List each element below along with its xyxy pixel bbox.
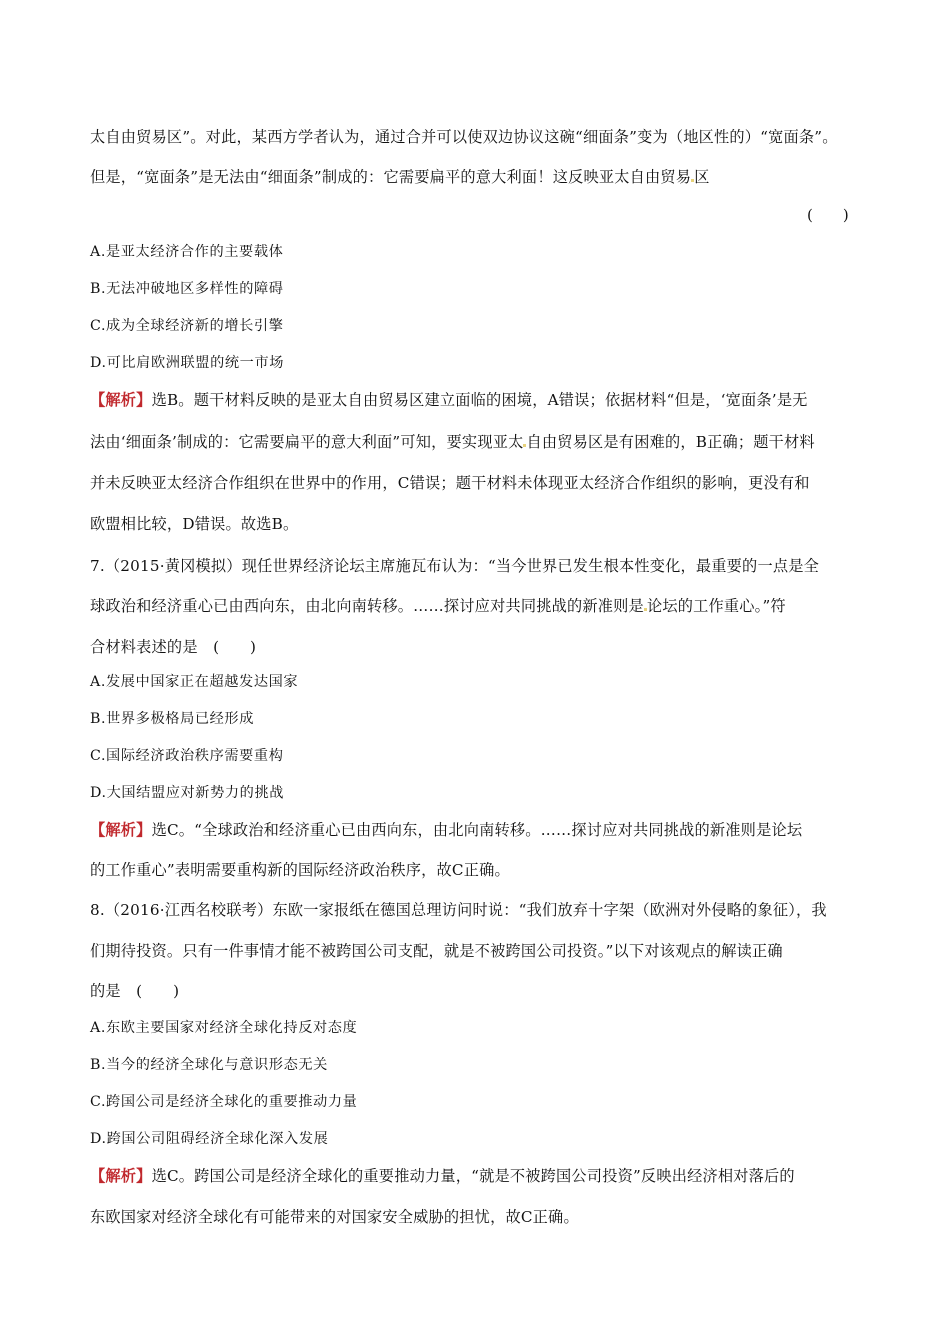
q7-option-c: C.国际经济政治秩序需要重构 xyxy=(90,748,284,764)
q6-analysis-text-2b: 自由贸易区是有困难的，B正确；题干材料 xyxy=(526,433,815,451)
q6-stem-line-2-text: 但是，“宽面条”是无法由“细面条”制成的：它需要扁平的意大利面！这反映亚太自由贸易 xyxy=(90,168,692,186)
analysis-tag: 【解析】 xyxy=(90,1167,152,1185)
q7-stem-line-1: 7.（2015·黄冈模拟）现任世界经济论坛主席施瓦布认为：“当今世界已发生根本性变化，最重要的一点是全 xyxy=(90,557,819,575)
q6-option-a: A.是亚太经济合作的主要载体 xyxy=(90,244,284,260)
q7-stem-text-2a: 球政治和经济重心已由西向东，由北向南转移。……探讨应对共同挑战的新准则是 xyxy=(90,597,644,615)
q6-analysis-line-1 xyxy=(90,390,808,410)
q8-option-a: A.东欧主要国家对经济全球化持反对态度 xyxy=(90,1020,358,1036)
q8-option-d: D.跨国公司阻碍经济全球化深入发展 xyxy=(90,1131,329,1147)
q8-option-c: C.跨国公司是经济全球化的重要推动力量 xyxy=(90,1094,358,1110)
q6-analysis-text-1: 选B。题干材料反映的是亚太自由贸易区建立面临的困境，A错误；依据材料“但是，‘宽面条’是无 xyxy=(151,391,808,409)
q6-option-b: B.无法冲破地区多样性的障碍 xyxy=(90,281,284,297)
q6-option-c: C.成为全球经济新的增长引擎 xyxy=(90,318,284,334)
q6-option-d: D.可比肩欧洲联盟的统一市场 xyxy=(90,355,285,371)
q6-analysis-line-2 xyxy=(90,432,815,452)
q6-analysis-line-3: 并未反映亚太经济合作组织在世界中的作用，C错误；题干材料未体现亚太经济合作组织的影响，更没有和 xyxy=(90,474,810,492)
q7-stem-line-3: 合材料表述的是 ( ) xyxy=(90,638,257,656)
q6-answer-paren: ( ) xyxy=(807,206,849,224)
q6-stem-line-1: 太自由贸易区”。对此，某西方学者认为，通过合并可以使双边协议这碗“细面条”变为（地区性的）“宽面条”。 xyxy=(90,128,838,146)
q7-analysis-text-1: 选C。“全球政治和经济重心已由西向东，由北向南转移。……探讨应对共同挑战的新准则是论坛 xyxy=(151,821,803,839)
q6-stem-line-2-end: 区 xyxy=(694,168,710,186)
q7-option-b: B.世界多极格局已经形成 xyxy=(90,711,255,727)
q7-analysis-line-2: 的工作重心”表明需要重构新的国际经济政治秩序，故C正确。 xyxy=(90,861,510,879)
q6-stem-line-2 xyxy=(90,167,710,187)
q8-analysis-text-1: 选C。跨国公司是经济全球化的重要推动力量，“就是不被跨国公司投资”反映出经济相对落后的 xyxy=(151,1167,795,1185)
q6-analysis-line-4: 欧盟相比较，D错误。故选B。 xyxy=(90,515,299,533)
q8-stem-line-2: 们期待投资。只有一件事情才能不被跨国公司支配，就是不被跨国公司投资。”以下对该观点的解读正确 xyxy=(90,942,783,960)
q7-analysis-line-1 xyxy=(90,820,802,840)
q7-stem-line-2 xyxy=(90,596,786,616)
q6-analysis-text-2a: 法由‘细面条’制成的：它需要扁平的意大利面”可知，要实现亚太 xyxy=(90,433,524,451)
q7-option-a: A.发展中国家正在超越发达国家 xyxy=(90,674,299,690)
q8-stem-line-3: 的是 ( ) xyxy=(90,982,180,1000)
q8-analysis-line-2: 东欧国家对经济全球化有可能带来的对国家安全威胁的担忧，故C正确。 xyxy=(90,1208,579,1226)
q7-stem-text-2b: 论坛的工作重心。”符 xyxy=(646,597,786,615)
analysis-tag: 【解析】 xyxy=(90,821,152,839)
q7-option-d: D.大国结盟应对新势力的挑战 xyxy=(90,785,285,801)
q8-analysis-line-1 xyxy=(90,1166,795,1186)
q8-option-b: B.当今的经济全球化与意识形态无关 xyxy=(90,1057,328,1073)
q8-stem-line-1: 8.（2016·江西名校联考）东欧一家报纸在德国总理访问时说：“我们放弃十字架（欧洲对外侵略的象征），我 xyxy=(90,901,827,919)
analysis-tag: 【解析】 xyxy=(90,391,152,409)
